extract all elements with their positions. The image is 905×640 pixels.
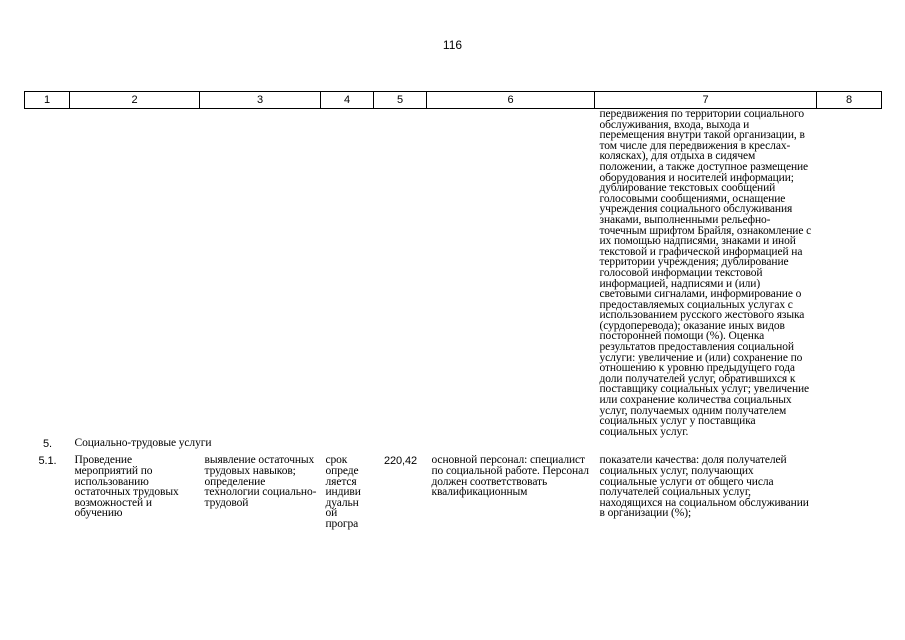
service-rate: 220,42 [383, 455, 418, 468]
column-header-2: 2 [70, 92, 200, 109]
page-number: 116 [442, 38, 463, 52]
service-personnel: основной персонал: специалист по социальной работе. Персонал должен соответствовать квалификационным [431, 454, 589, 499]
services-table [24, 91, 882, 530]
continuation-text: передвижения по территории социального обслуживания, входа, выхода и перемещения внутри такой организации, в том числе для передвижения в креслах-колясках), для отдыха в сидячем положении, а также доступное размещение оборудования и носителей информации; дублирование текстовых сообщений голосовыми сообщениями, оснащение учреждения социального обслуживания знаками, выполненными рельефно-точечным шрифтом Брайля, ознакомление с их помощью надписями, знаками и иной текстовой и графической информацией на территории учреждения; дублирование голосовой информации текстовой информацией, надписями и (или) световыми сигналами, информирование о предоставляемых социальных услугах с использованием русского жестового языка (сурдоперевода); оказание иных видов посторонней помощи (%). Оценка результатов предоставления социальной услуги: увеличение и (или) сохранение по отношению к уровню предыдущего года доли получателей услуг, обратившихся к поставщику социальных услуг; увеличение или сохранение количества социальных услуг, получаемых одним получателем социальных услуг у поставщика социальных услуг. [599, 108, 812, 438]
column-header-1: 1 [25, 92, 70, 109]
section-row [25, 437, 882, 453]
column-header-5: 5 [374, 92, 427, 109]
service-term: срок опреде ляется индиви дуальн ой програ [325, 454, 361, 530]
table-row [25, 453, 882, 529]
row-number: 5.1. [38, 455, 57, 468]
service-description: выявление остаточных трудовых навыков; определение технологии социально-трудовой [204, 454, 317, 509]
section-title: Социально-трудовые услуги [74, 437, 212, 450]
column-header-7: 7 [595, 92, 817, 109]
section-number: 5. [43, 438, 52, 451]
continuation-row [25, 109, 882, 438]
column-header-3: 3 [200, 92, 321, 109]
table-header-row [25, 92, 882, 109]
column-header-6: 6 [427, 92, 595, 109]
column-header-8: 8 [817, 92, 882, 109]
service-quality-indicators: показатели качества: доля получателей социальных услуг, получающих социальные услуги от общего числа получателей социальных услуг, находящихся на социальном обслуживании в организации (%); [599, 454, 809, 520]
column-header-4: 4 [321, 92, 374, 109]
service-col8 [817, 453, 882, 529]
service-name: Проведение мероприятий по использованию остаточных трудовых возможностей и обучению [74, 454, 179, 520]
